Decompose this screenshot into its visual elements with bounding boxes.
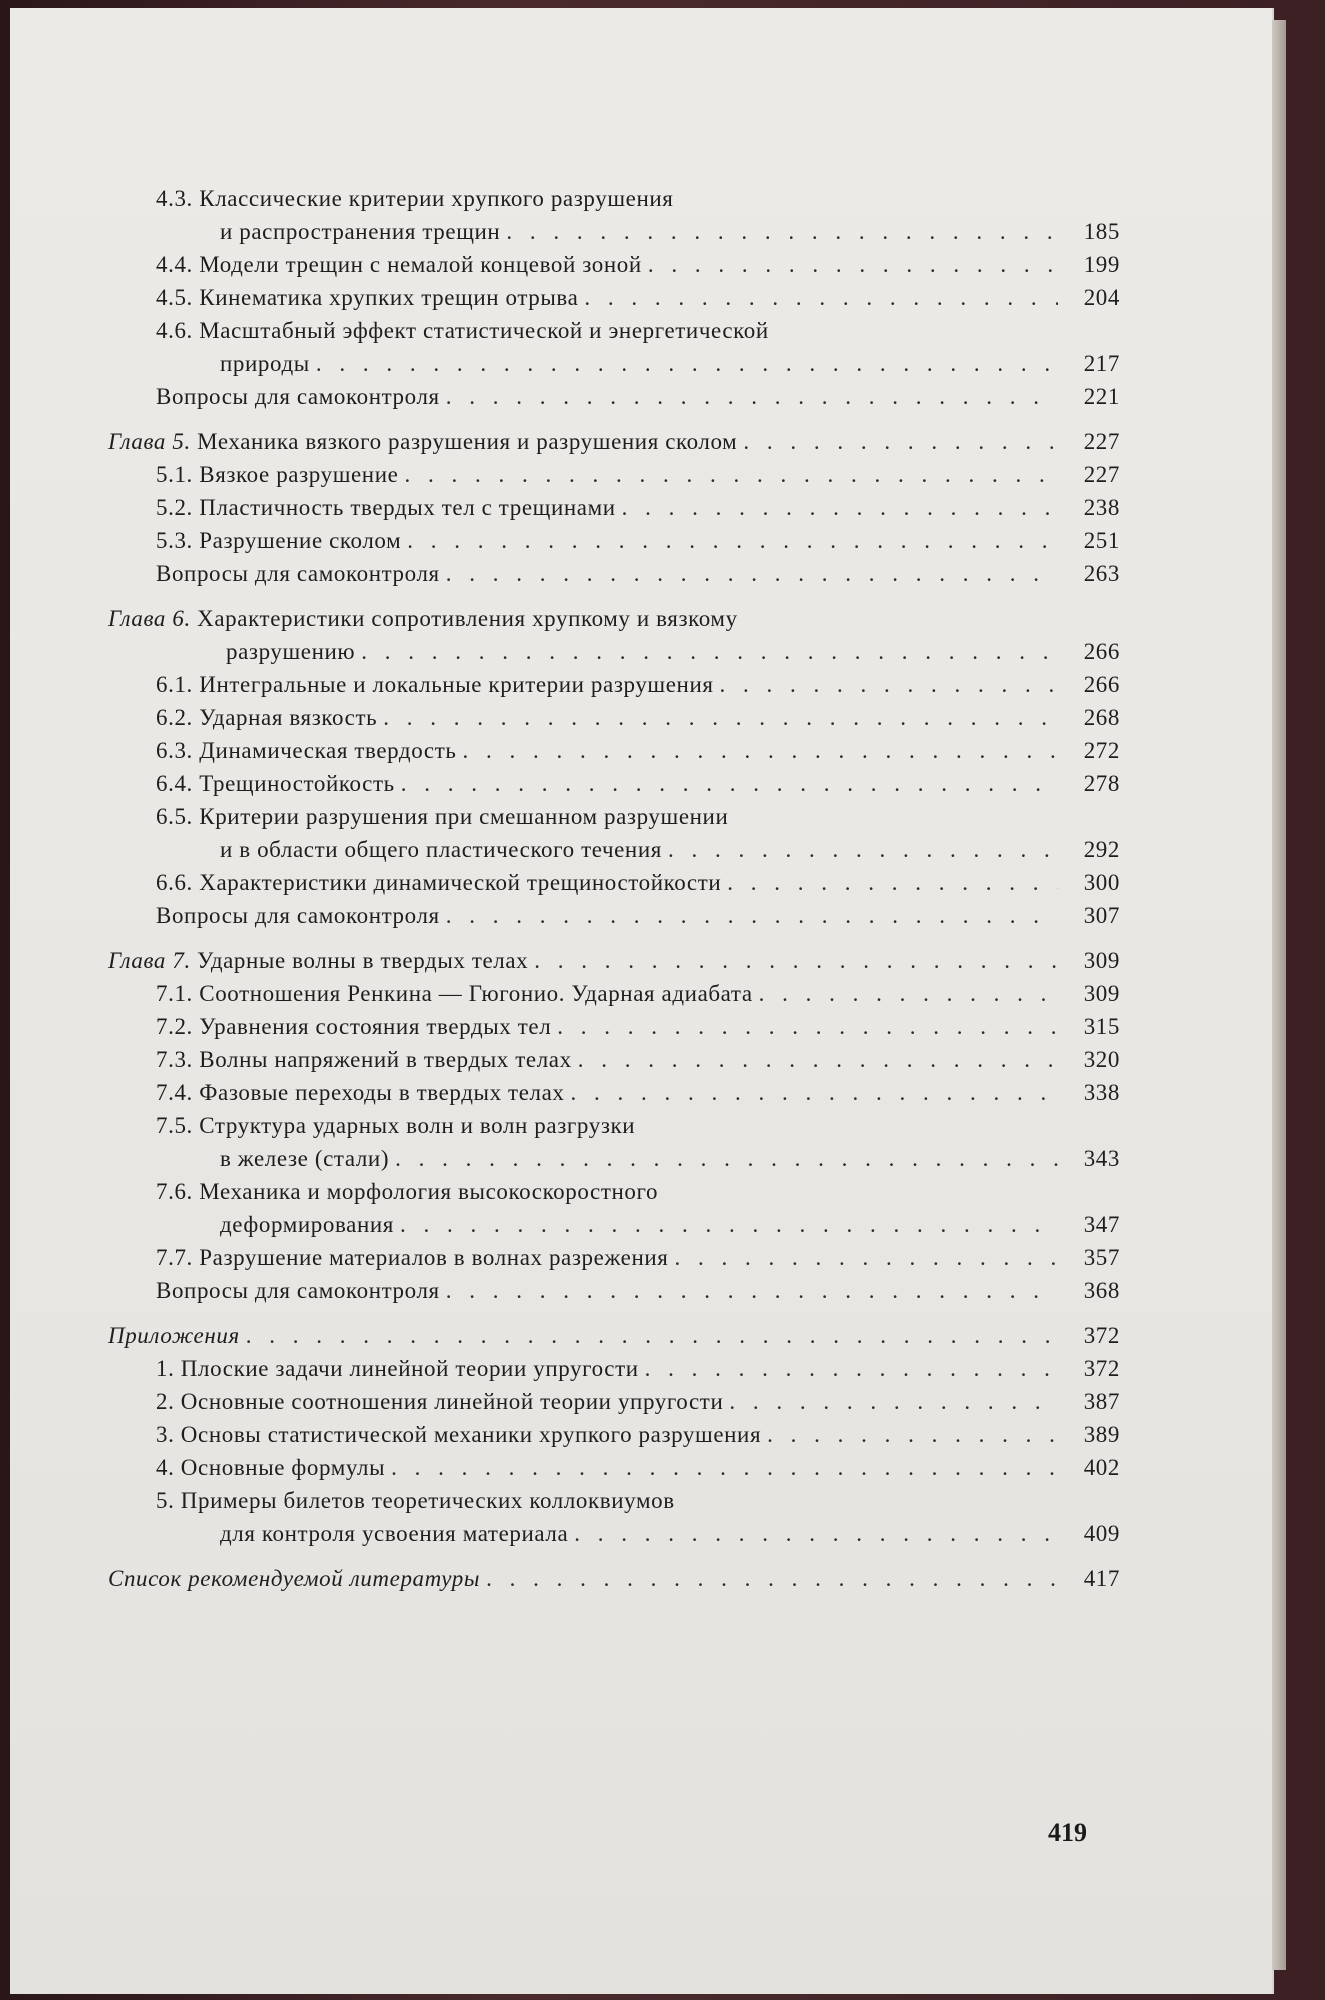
toc-page-number: 272 (1083, 738, 1120, 763)
toc-entry-label: 5. Примеры билетов теоретических коллоквиумов (156, 1488, 675, 1513)
toc-entry[interactable] (108, 734, 1120, 767)
leader-dots (506, 215, 1058, 248)
chapter-7-section (108, 944, 1120, 1307)
chapter-4-section (108, 182, 1120, 413)
leader-dots (462, 734, 1058, 767)
leader-dots (391, 1451, 1058, 1484)
leader-dots (534, 944, 1058, 977)
toc-entry[interactable] (108, 977, 1120, 1010)
leader-dots (407, 524, 1058, 557)
leader-dots (316, 347, 1058, 380)
leader-dots (729, 1385, 1058, 1418)
toc-entry[interactable] (108, 248, 1120, 281)
leader-dots (557, 1010, 1058, 1043)
leader-dots (395, 1142, 1058, 1175)
toc-entry-label: разрушению (226, 639, 356, 664)
toc-entry-label: для контроля усвоения материала (220, 1521, 569, 1546)
toc-entry-label: Вопросы для самоконтроля (156, 903, 440, 928)
toc-page-number: 315 (1083, 1014, 1120, 1039)
toc-page-number: 309 (1083, 948, 1120, 973)
toc-entry-label: 4.6. Масштабный эффект статистической и энергетической (156, 318, 769, 343)
leader-dots (584, 281, 1058, 314)
toc-entry[interactable] (108, 347, 1120, 380)
toc-entry[interactable] (108, 1142, 1120, 1175)
leader-dots (720, 668, 1058, 701)
toc-page-number: 338 (1083, 1080, 1120, 1105)
toc-entry[interactable] (108, 899, 1120, 932)
leader-dots (574, 1517, 1058, 1550)
toc-entry-label: Приложения (108, 1323, 240, 1348)
toc-page-number: 268 (1083, 705, 1120, 730)
chapter-label: Глава 7. (108, 948, 191, 973)
toc-entry-label: 6.4. Трещиностойкость (156, 771, 395, 796)
toc-page-number: 320 (1083, 1047, 1120, 1072)
toc-entry-label: и в области общего пластического течения (220, 837, 662, 862)
toc-page-number: 185 (1083, 219, 1120, 244)
toc-entry-label: 5.2. Пластичность твердых тел с трещинами (156, 495, 616, 520)
page-edge (1272, 20, 1286, 1970)
toc-entry-label: Вопросы для самоконтроля (156, 1278, 440, 1303)
leader-dots (446, 380, 1058, 413)
toc-page-number: 389 (1083, 1422, 1120, 1447)
toc-page-number: 204 (1083, 285, 1120, 310)
toc-entry-label: 6.6. Характеристики динамической трещиностойкости (156, 870, 722, 895)
toc-entry[interactable] (108, 491, 1120, 524)
toc-entry[interactable] (108, 1109, 1120, 1142)
chapter-5-section (108, 425, 1120, 590)
leader-dots (767, 1418, 1058, 1451)
toc-entry-label: 7.2. Уравнения состояния твердых тел (156, 1014, 552, 1039)
leader-dots (648, 248, 1058, 281)
toc-entry[interactable] (108, 281, 1120, 314)
toc-entry[interactable] (108, 1010, 1120, 1043)
toc-page-number: 307 (1083, 903, 1120, 928)
leader-dots (361, 635, 1058, 668)
toc-entry-label: 6.5. Критерии разрушения при смешанном разрушении (156, 804, 729, 829)
toc-entry-label: 7.7. Разрушение материалов в волнах разрежения (156, 1245, 669, 1270)
toc-page-number: 221 (1083, 384, 1120, 409)
toc-entry[interactable] (108, 701, 1120, 734)
toc-page-number: 357 (1083, 1245, 1120, 1270)
toc-page-number: 347 (1083, 1212, 1120, 1237)
toc-entry-label: и распространения трещин (220, 219, 501, 244)
toc-entry[interactable] (108, 1175, 1120, 1208)
toc-page-number: 227 (1083, 429, 1120, 454)
toc-entry[interactable] (108, 1352, 1120, 1385)
toc-chapter-entry[interactable] (108, 944, 1120, 977)
leader-dots (401, 767, 1058, 800)
toc-entry[interactable] (108, 1517, 1120, 1550)
leader-dots (743, 425, 1058, 458)
appendix-section (108, 1319, 1120, 1550)
toc-entry-label: 6.2. Ударная вязкость (156, 705, 378, 730)
toc-entry-label: 2. Основные соотношения линейной теории упругости (156, 1389, 724, 1414)
toc-entry[interactable] (108, 1274, 1120, 1307)
toc-entry-label: деформирования (220, 1212, 394, 1237)
chapter-label: Глава 6. (108, 606, 191, 631)
toc-page-number: 217 (1083, 351, 1120, 376)
leader-dots (446, 1274, 1058, 1307)
toc-entry-label: 7.4. Фазовые переходы в твердых телах (156, 1080, 565, 1105)
toc-page-number: 372 (1083, 1356, 1120, 1381)
leader-dots (400, 1208, 1058, 1241)
toc-entry[interactable] (108, 1076, 1120, 1109)
toc-entry[interactable] (108, 524, 1120, 557)
toc-entry[interactable] (108, 833, 1120, 866)
toc-page-number: 372 (1083, 1323, 1120, 1348)
toc-entry[interactable] (108, 458, 1120, 491)
toc-page-number: 402 (1083, 1455, 1120, 1480)
toc-page-number: 227 (1083, 462, 1120, 487)
leader-dots (674, 1241, 1058, 1274)
leader-dots (246, 1319, 1058, 1352)
toc-entry-label: 1. Плоские задачи линейной теории упругости (156, 1356, 639, 1381)
literature-section (108, 1562, 1120, 1595)
chapter-6-section (108, 602, 1120, 932)
toc-entry-label: Вопросы для самоконтроля (156, 561, 440, 586)
toc-entry[interactable] (108, 800, 1120, 833)
toc-entry[interactable] (108, 314, 1120, 347)
toc-page-number: 300 (1083, 870, 1120, 895)
leader-dots (404, 458, 1058, 491)
toc-entry-label: Ударные волны в твердых телах (197, 948, 529, 973)
leader-dots (486, 1562, 1058, 1595)
toc-page-number: 292 (1083, 837, 1120, 862)
toc-entry[interactable] (108, 1241, 1120, 1274)
leader-dots (446, 557, 1058, 590)
leader-dots (668, 833, 1058, 866)
toc-entry-label: Вопросы для самоконтроля (156, 384, 440, 409)
toc-chapter-entry[interactable] (108, 425, 1120, 458)
leader-dots (578, 1043, 1058, 1076)
toc-page-number: 199 (1083, 252, 1120, 277)
toc-entry-label: Механика вязкого разрушения и разрушения сколом (197, 429, 738, 454)
toc-entry-label: 4. Основные формулы (156, 1455, 386, 1480)
toc-page-number: 417 (1083, 1566, 1120, 1591)
toc-entry-label: 5.1. Вязкое разрушение (156, 462, 399, 487)
toc-literature-entry[interactable] (108, 1562, 1120, 1595)
toc-entry[interactable] (108, 635, 1120, 668)
toc-entry-label: Характеристики сопротивления хрупкому и вязкому (197, 606, 738, 631)
toc-entry-label: 4.4. Модели трещин с немалой концевой зоной (156, 252, 642, 277)
toc-page-number: 387 (1083, 1389, 1120, 1414)
toc-entry-label: природы (220, 351, 310, 376)
toc-entry[interactable] (108, 1418, 1120, 1451)
toc-entry[interactable] (108, 1043, 1120, 1076)
toc-chapter-entry[interactable] (108, 602, 1120, 635)
toc-entry-label: 7.5. Структура ударных волн и волн разгрузки (156, 1113, 636, 1138)
leader-dots (727, 866, 1058, 899)
toc-entry[interactable] (108, 767, 1120, 800)
toc-page-number: 409 (1083, 1521, 1120, 1546)
toc-entry-label: 7.6. Механика и морфология высокоскоростного (156, 1179, 659, 1204)
toc-appendix-entry[interactable] (108, 1319, 1120, 1352)
leader-dots (645, 1352, 1058, 1385)
toc-page-number: 278 (1083, 771, 1120, 796)
toc-entry[interactable] (108, 1451, 1120, 1484)
leader-dots (759, 977, 1058, 1010)
chapter-label: Глава 5. (108, 429, 191, 454)
toc-page-number: 368 (1083, 1278, 1120, 1303)
toc-entry[interactable] (108, 668, 1120, 701)
toc-page-number: 309 (1083, 981, 1120, 1006)
toc-entry-label: 7.1. Соотношения Ренкина — Гюгонио. Ударная адиабата (156, 981, 753, 1006)
toc-entry[interactable] (108, 215, 1120, 248)
toc-page-number: 343 (1083, 1146, 1120, 1171)
page-number: 419 (1048, 1818, 1087, 1847)
toc-page-number: 251 (1083, 528, 1120, 553)
toc-entry-label: Список рекомендуемой литературы (108, 1566, 481, 1591)
toc-entry[interactable] (108, 557, 1120, 590)
toc-page-number: 263 (1083, 561, 1120, 586)
toc-entry-label: 4.3. Классические критерии хрупкого разрушения (156, 186, 674, 211)
toc-entry[interactable] (108, 1208, 1120, 1241)
toc-entry[interactable] (108, 1385, 1120, 1418)
toc-entry-label: 4.5. Кинематика хрупких трещин отрыва (156, 285, 579, 310)
toc-entry-label: 7.3. Волны напряжений в твердых телах (156, 1047, 572, 1072)
toc-entry[interactable] (108, 866, 1120, 899)
toc-page-number: 238 (1083, 495, 1120, 520)
toc-entry[interactable] (108, 380, 1120, 413)
table-of-contents (108, 182, 1120, 1607)
toc-page-number: 266 (1083, 639, 1120, 664)
leader-dots (383, 701, 1058, 734)
leader-dots (446, 899, 1058, 932)
toc-entry-label: 6.3. Динамическая твердость (156, 738, 457, 763)
toc-page-number: 266 (1083, 672, 1120, 697)
toc-entry-label: 5.3. Разрушение сколом (156, 528, 402, 553)
toc-entry-label: в железе (стали) (220, 1146, 390, 1171)
toc-entry-label: 3. Основы статистической механики хрупкого разрушения (156, 1422, 762, 1447)
toc-entry[interactable] (108, 182, 1120, 215)
leader-dots (570, 1076, 1058, 1109)
toc-entry[interactable] (108, 1484, 1120, 1517)
toc-entry-label: 6.1. Интегральные и локальные критерии разрушения (156, 672, 714, 697)
leader-dots (622, 491, 1058, 524)
